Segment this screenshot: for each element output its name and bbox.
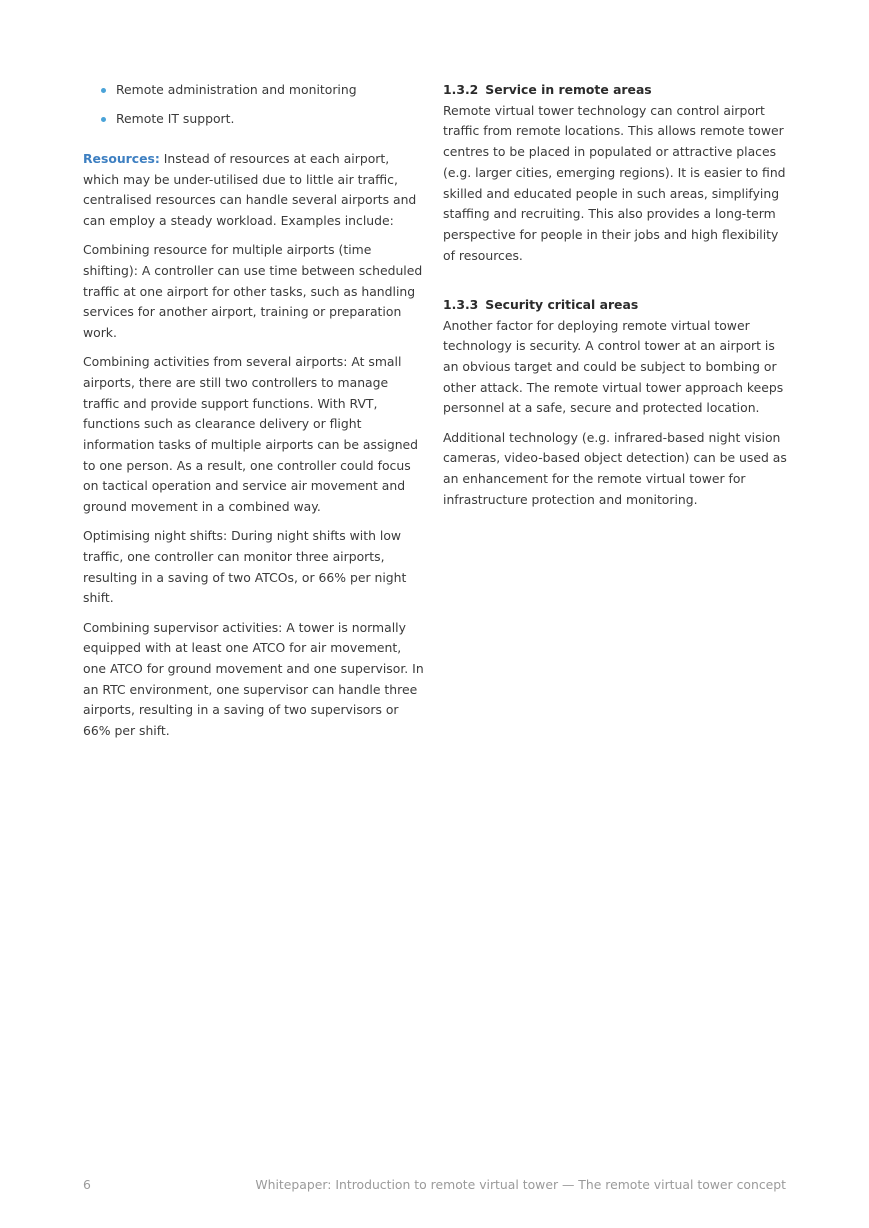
footer-title: Whitepaper: Introduction to remote virtual tower — The remote virtual tower concept — [255, 1177, 786, 1192]
paragraph-security: Another factor for deploying remote virtual tower technology is security. A control tower at an airport is an obvious target and could be subject to bombing or other attack. The remote virtual tower approach keeps personnel at a safe, secure and protected location. — [443, 317, 784, 416]
page-number: 6 — [83, 1177, 91, 1192]
bullet-dot-icon — [101, 117, 106, 122]
paragraph-combining-activities: Combining activities from several airports: At small airports, there are still two controllers to manage traffic and provide support functions. With RVT, functions such as clearance delivery or flight information tasks of multiple airports can be assigned to one person. As a result, one controller could focus on tactical operation and service air movement and ground movement in a combined way. — [83, 354, 419, 515]
list-item — [83, 109, 428, 130]
paragraph-remote-areas: Remote virtual tower technology can control airport traffic from remote locations. This allows remote tower centres to be placed in populated or attractive places (e.g. larger cities, emerging regions). It is easier to find skilled and educated people in such areas, simplifying staffing and recruiting. This also provides a long-term perspective for people in their jobs and high flexibility of resources. — [443, 102, 786, 263]
bullet-list — [83, 80, 428, 130]
paragraph-supervisor-activities: Combining supervisor activities: A tower is normally equipped with at least one ATCO for air movement, one ATCO for ground movement and one supervisor. In an RTC environment, one supervisor can handle three airports, resulting in a saving of two supervisors or 66% per shift. — [83, 619, 424, 739]
section-heading-remote-areas — [443, 80, 788, 101]
section-spacer — [443, 275, 788, 295]
section-number: 1.3.3 — [443, 296, 479, 312]
resources-lead: Resources: — [83, 150, 160, 166]
paragraph-additional-technology: Additional technology (e.g. infrared-based night vision cameras, video-based object detection) can be used as an enhancement for the remote virtual tower for infrastructure protection and monitoring. — [443, 429, 787, 507]
bullet-text: Remote IT support. — [116, 111, 235, 127]
resources-text: Instead of resources at each airport, which may be under-utilised due to little air traffic, centralised resources can handle several airports and can employ a steady workload. Examples include: — [83, 150, 417, 229]
right-column — [443, 80, 788, 519]
section-number: 1.3.2 — [443, 82, 479, 97]
bullet-dot-icon — [101, 88, 106, 93]
bullet-text: Remote administration and monitoring — [116, 82, 357, 97]
left-column — [83, 80, 428, 750]
section-title: Service in remote areas — [485, 82, 652, 97]
section-title: Security critical areas — [485, 296, 639, 312]
paragraph-time-shifting: Combining resource for multiple airports (time shifting): A controller can use time between scheduled traffic at one airport for other tasks, such as handling services for another airport, training or preparation work. — [83, 242, 423, 341]
list-item — [83, 80, 428, 101]
resources-paragraph — [83, 149, 428, 232]
section-heading-security — [443, 295, 788, 316]
paragraph-night-shifts: Optimising night shifts: During night shifts with low traffic, one controller can monitor three airports, resulting in a saving of two ATCOs, or 66% per night shift. — [83, 528, 407, 606]
